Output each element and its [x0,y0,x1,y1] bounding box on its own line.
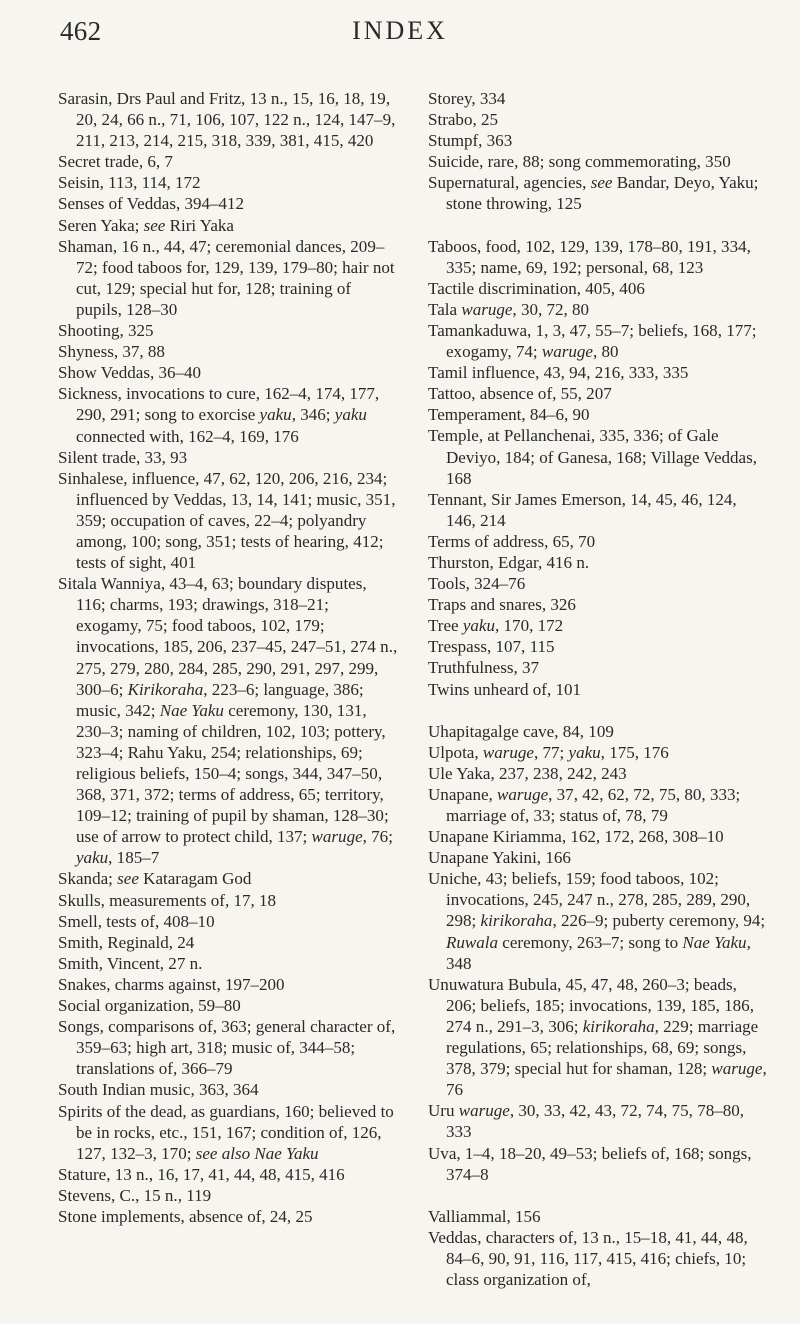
index-entry: Skanda; see Kataragam God [58,869,252,889]
index-entry: Unapane Yakini, 166 [428,848,571,868]
index-entry: Shooting, 325 [58,321,154,341]
index-entry: Tools, 324–76 [428,574,526,594]
index-entry: Skulls, measurements of, 17, 18 [58,890,277,910]
index-entry: Seren Yaka; see Riri Yaka [58,215,234,235]
index-entry: Veddas, characters of, 13 n., 15–18, 41, 44, 48, 84–6, 90, 91, 116, 117, 415, 416; chiefs, 10; class organization of, [428,1227,748,1289]
index-entry: Unapane Kiriamma, 162, 172, 268, 308–10 [428,827,724,847]
index-entry: Tree yaku, 170, 172 [428,616,564,636]
index-entry: Storey, 334 [428,89,506,108]
index-entry: Songs, comparisons of, 363; general character of, 359–63; high art, 318; music of, 344–58; translations of, 366–79 [58,1017,396,1079]
running-head: INDEX [352,16,448,45]
index-entry: Uhapitagalge cave, 84, 109 [428,721,614,741]
index-entry: Uva, 1–4, 18–20, 49–53; beliefs of, 168; songs, 374–8 [428,1143,752,1184]
index-entry: Trespass, 107, 115 [428,637,555,657]
index-entry: Tamankaduwa, 1, 3, 47, 55–7; beliefs, 168, 177; exogamy, 74; waruge, 80 [428,320,757,362]
index-entry: Thurston, Edgar, 416 n. [428,552,590,572]
letter-group-gap [428,700,768,721]
index-entry: Unapane, waruge, 37, 42, 62, 72, 75, 80, 333; marriage of, 33; status of, 78, 79 [428,784,741,825]
index-entry: Seisin, 113, 114, 172 [58,173,201,193]
index-entry: Taboos, food, 102, 129, 139, 178–80, 191, 334, 335; name, 69, 192; personal, 68, 123 [428,236,751,277]
index-entry: Strabo, 25 [428,110,499,130]
index-entry: Stature, 13 n., 16, 17, 41, 44, 48, 415, 416 [58,1164,345,1184]
index-entry: Valliammal, 156 [428,1206,541,1226]
index-entry: Tactile discrimination, 405, 406 [428,278,645,298]
index-entry: Unuwatura Bubula, 45, 47, 48, 260–3; beads, 206; beliefs, 185; invocations, 139, 185, 186, 274 n., 291–3, 306; kirikoraha, 229; marriage regulations, 65; relationships, 68, 69; songs, 378, 379; special hut for shaman, 128; waruge, 76 [428,974,767,1100]
index-entry: Tennant, Sir James Emerson, 14, 45, 46, 124, 146, 214 [428,489,737,530]
index-entry: Terms of address, 65, 70 [428,531,596,551]
index-entry: Spirits of the dead, as guardians, 160; believed to be in rocks, etc., 151, 167; condition of, 126, 127, 132–3, 170; see also Nae Yaku [58,1101,394,1163]
index-entry: Show Veddas, 36–40 [58,363,202,383]
index-entry: Ule Yaka, 237, 238, 242, 243 [428,763,627,783]
letter-group-gap [428,1185,768,1206]
index-entry: Senses of Veddas, 394–412 [58,194,245,214]
index-entry: Ulpota, waruge, 77; yaku, 175, 176 [428,742,669,762]
index-entry: Temple, at Pellanchenai, 335, 336; of Gale Deviyo, 184; of Ganesa, 168; Village Veddas, 168 [428,426,758,488]
index-entry: South Indian music, 363, 364 [58,1080,259,1100]
index-entry: Silent trade, 33, 93 [58,447,188,467]
index-entry: Shaman, 16 n., 44, 47; ceremonial dances, 209–72; food taboos for, 129, 139, 179–80; hair not cut, 129; special hut for, 128; training of pupils, 128–30 [58,236,395,319]
index-entry: Sickness, invocations to cure, 162–4, 174, 177, 290, 291; song to exorcise yaku, 346; yaku connected with, 162–4, 169, 176 [58,384,380,446]
index-column-right [428,88,768,1290]
index-entry: Suicide, rare, 88; song commemorating, 350 [428,152,731,172]
index-entry: Twins unheard of, 101 [428,679,582,699]
index-entry: Stevens, C., 15 n., 119 [58,1185,212,1205]
index-entry: Tattoo, absence of, 55, 207 [428,384,612,404]
index-column-left [58,88,398,1227]
index-entry: Sinhalese, influence, 47, 62, 120, 206, 216, 234; influenced by Veddas, 13, 14, 141; music, 351, 359; occupation of caves, 22–4; polyandry among, 100; song, 351; tests of hearing, 412; tests of sight, 401 [58,468,396,573]
index-entry: Smell, tests of, 408–10 [58,911,215,931]
index-entry: Tala waruge, 30, 72, 80 [428,299,590,319]
index-entry: Stone implements, absence of, 24, 25 [58,1206,313,1226]
index-entry: Secret trade, 6, 7 [58,152,173,172]
index-entry: Traps and snares, 326 [428,595,576,615]
index-entry: Smith, Vincent, 27 n. [58,953,203,973]
index-entry: Snakes, charms against, 197–200 [58,974,285,994]
index-entry: Temperament, 84–6, 90 [428,405,590,425]
index-entry: Uru waruge, 30, 33, 42, 43, 72, 74, 75, 78–80, 333 [428,1101,745,1142]
index-entry: Truthfulness, 37 [428,658,540,678]
index-entry: Tamil influence, 43, 94, 216, 333, 335 [428,363,689,383]
index-entry: Social organization, 59–80 [58,996,241,1016]
index-entry: Sarasin, Drs Paul and Fritz, 13 n., 15, 16, 18, 19, 20, 24, 66 n., 71, 106, 107, 122 n., 124, 147–9, 211, 213, 214, 215, 318, 339, 381, 415, 420 [58,89,396,151]
index-entry: Shyness, 37, 88 [58,342,165,362]
page-number: 462 [60,16,102,46]
index-entry: Stumpf, 363 [428,131,513,151]
letter-group-gap [428,215,768,236]
index-entry: Sitala Wanniya, 43–4, 63; boundary disputes, 116; charms, 193; drawings, 318–21; exogamy, 75; food taboos, 102, 179; invocations, 185, 206, 237–45, 247–51, 274 n., 275, 279, 280, 284, 285, 290, 291, 297, 299, 300–6; Kirikoraha, 223–6; language, 386; music, 342; Nae Yaku ceremony, 130, 131, 230–3; naming of children, 102, 103; pottery, 323–4; Rahu Yaku, 254; relationships, 69; religious beliefs, 150–4; songs, 344, 347–50, 368, 371, 372; terms of address, 65; territory, 109–12; training of pupil by shaman, 128–30; use of arrow to protect child, 137; waruge, 76; yaku, 185–7 [58,574,398,868]
index-entry: Uniche, 43; beliefs, 159; food taboos, 102; invocations, 245, 247 n., 278, 285, 289, 290, 298; kirikoraha, 226–9; puberty ceremony, 94; Ruwala ceremony, 263–7; song to Nae Yaku, 348 [428,869,766,973]
index-entry: Smith, Reginald, 24 [58,932,195,952]
index-entry: Supernatural, agencies, see Bandar, Deyo, Yaku; stone throwing, 125 [428,173,759,214]
